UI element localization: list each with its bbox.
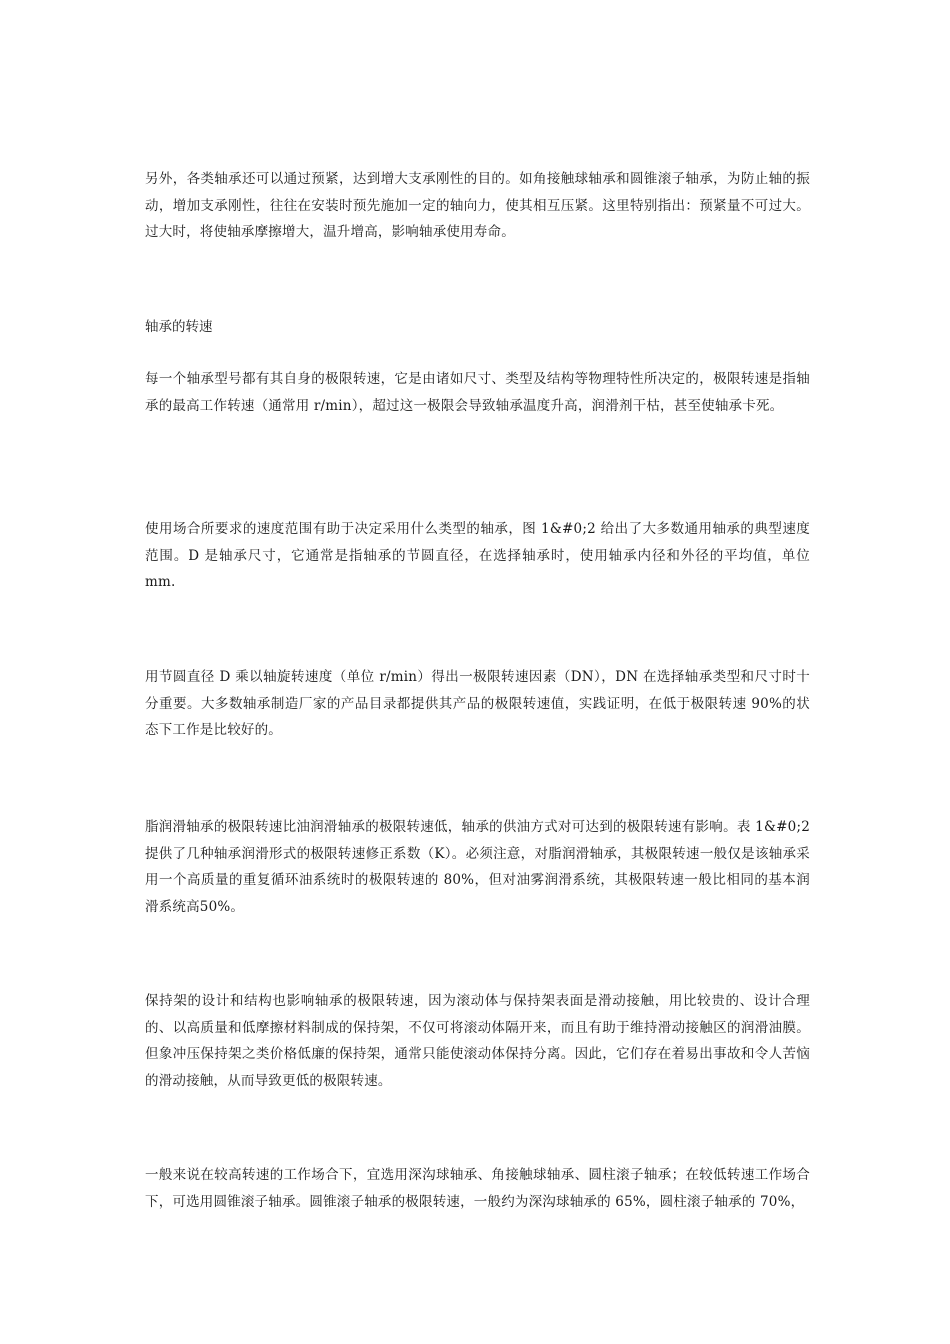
- paragraph-dn-factor: 用节圆直径 D 乘以轴旋转速度（单位 r/min）得出一极限转速因素（DN），DN 在选择轴承类型和尺寸时十分重要。大多数轴承制造厂家的产品目录都提供其产品的极限转速值，实践证明，在低于极限转速 90%的状态下工作是比较好的。: [145, 669, 811, 738]
- section-heading-speed: 轴承的转速: [145, 319, 213, 335]
- paragraph-bearing-selection: 一般来说在较高转速的工作场合下，宜选用深沟球轴承、角接触球轴承、圆柱滚子轴承；在较低转速工作场合下，可选用圆锥滚子轴承。圆锥滚子轴承的极限转速，一般约为深沟球轴承的 65%，圆柱滚子轴承的 70%，: [145, 1167, 810, 1210]
- paragraph-speed-range: 使用场合所要求的速度范围有助于决定采用什么类型的轴承，图 1&#0;2 给出了大多数通用轴承的典型速度范围。D 是轴承尺寸，它通常是指轴承的节圆直径，在选择轴承时，使用轴承内径和外径的平均值，单位 mm.: [145, 521, 810, 590]
- paragraph-cage-design: 保持架的设计和结构也影响轴承的极限转速，因为滚动体与保持架表面是滑动接触，用比较贵的、设计合理的、以高质量和低摩擦材料制成的保持架，不仅可将滚动体隔开来，而且有助于维持滑动接触区的润滑油膜。但象冲压保持架之类价格低廉的保持架，通常只能使滚动体保持分离。因此，它们存在着易出事故和令人苦恼的滑动接触，从而导致更低的极限转速。: [145, 993, 810, 1089]
- paragraph-preload: 另外，各类轴承还可以通过预紧，达到增大支承刚性的目的。如角接触球轴承和圆锥滚子轴承，为防止轴的振动，增加支承刚性，往往在安装时预先施加一定的轴向力，使其相互压紧。这里特别指出：预紧量不可过大。过大时，将使轴承摩擦增大，温升增高，影响轴承使用寿命。: [145, 171, 810, 240]
- paragraph-limit-speed: 每一个轴承型号都有其自身的极限转速，它是由诸如尺寸、类型及结构等物理特性所决定的，极限转速是指轴承的最高工作转速（通常用 r/min），超过这一极限会导致轴承温度升高，润滑剂干枯，甚至使轴承卡死。: [145, 371, 810, 414]
- paragraph-lubrication: 脂润滑轴承的极限转速比油润滑轴承的极限转速低，轴承的供油方式对可达到的极限转速有影响。表 1&#0;2 提供了几种轴承润滑形式的极限转速修正系数（K）。必须注意，对脂润滑轴承，其极限转速一般仅是该轴承采用一个高质量的重复循环油系统时的极限转速的 80%，但对油雾润滑系统，其极限转速一般比相同的基本润滑系统高50%。: [145, 819, 810, 915]
